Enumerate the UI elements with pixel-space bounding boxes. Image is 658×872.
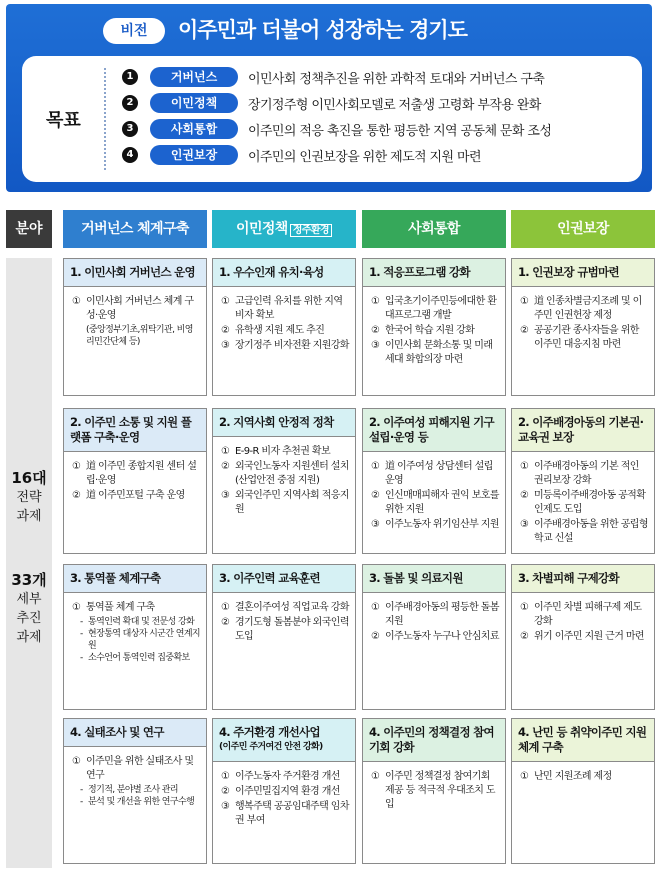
task-item: [221, 445, 349, 459]
task-card-immigration-policy-1: [212, 258, 356, 396]
task-item-number: ②: [371, 631, 380, 642]
task-item: [371, 770, 499, 812]
goal-text: 장기정주형 이민사회모델로 저출생 고령화 부작용 완화: [248, 97, 541, 113]
vision-title: 이주민과 더불어 성장하는 경기도: [178, 18, 467, 42]
field-header-label: 인권보장: [557, 221, 609, 237]
task-item-number: ③: [221, 490, 230, 501]
task-item: [520, 630, 648, 644]
task-card-governance-1: [63, 258, 207, 396]
task-item-text: 이민사회 거버넌스 체계 구성·운영: [86, 296, 194, 321]
task-card-body: [213, 762, 355, 833]
task-item-text: 인신매매피해자 권익 보호를 위한 지원: [385, 490, 499, 515]
task-subitem-text: 정기적, 분야별 조사 관리: [88, 785, 178, 795]
task-card-title-text: 2. 이주여성 피해지원 기구 설립·운영 등: [369, 415, 494, 444]
task-item: [72, 489, 200, 503]
task-item: [371, 601, 499, 629]
task-item-text: 道 인종차별금지조례 및 이주민 인권헌장 제정: [534, 296, 642, 321]
task-card-body: [64, 287, 206, 352]
task-card-title-text: 1. 적응프로그램 강화: [369, 265, 470, 279]
task-item: [221, 770, 349, 784]
task-item-text: E-9-R 비자 추천권 확보: [235, 446, 331, 457]
task-item: [72, 295, 200, 323]
task-item-number: ②: [520, 490, 529, 501]
task-item: [371, 630, 499, 644]
task-item-note: (중앙정부기초,위탁기관, 비영리민간단체 등): [86, 325, 193, 347]
task-item-text: 한국어 학습 지원 강화: [385, 325, 475, 336]
task-item: [221, 785, 349, 799]
task-item-number: ①: [520, 296, 529, 307]
task-item: [371, 518, 499, 532]
task-card-governance-4: [63, 718, 207, 864]
field-header-human-rights: [511, 210, 655, 248]
task-item-number: ①: [371, 461, 380, 472]
field-header-sublabel: 정주환경: [290, 224, 332, 237]
task-item-number: ①: [520, 461, 529, 472]
task-item-text: 유학생 지원 제도 추진: [235, 325, 325, 336]
task-item: [520, 518, 648, 546]
task-card-title-text: 2. 이주민 소통 및 지원 플랫폼 구축·운영: [70, 415, 192, 444]
goal-row-governance: [122, 66, 544, 88]
field-header-label: 사회통합: [408, 221, 460, 237]
task-item-text: 이주민을 위한 실태조사 및 연구: [86, 756, 194, 781]
task-item: [520, 324, 648, 352]
task-item: [371, 339, 499, 367]
task-card-title-text: 1. 인권보장 규범마련: [518, 265, 619, 279]
task-card-title-text: 2. 지역사회 안정적 정착: [219, 415, 334, 429]
task-item-text: 입국초기이주민등에대한 환대프로그램 개발: [385, 296, 497, 321]
task-item-number: ①: [221, 771, 230, 782]
goal-row-social-integration: [122, 118, 551, 140]
task-item-text: 외국인주민 지역사회 적응지원: [235, 490, 349, 515]
task-card-title-text: 1. 이민사회 거버넌스 운영: [70, 265, 195, 279]
task-item: [371, 324, 499, 338]
task-item-text: 이주배경아동의 평등한 돌봄 지원: [385, 602, 499, 627]
field-header-immigration-policy: [212, 210, 356, 248]
task-item-number: ①: [221, 296, 230, 307]
goal-pill: 이민정책: [150, 93, 238, 113]
task-item-text: 장기정주 비자전환 지원강화: [235, 340, 349, 351]
task-card-human-rights-1: [511, 258, 655, 396]
task-card-body: [512, 593, 654, 649]
goal-row-human-rights: [122, 144, 481, 166]
task-card-body: [512, 287, 654, 357]
task-card-title: [64, 565, 206, 593]
task-card-human-rights-4: [511, 718, 655, 864]
task-item-number: ②: [520, 325, 529, 336]
task-card-social-integration-3: [362, 564, 506, 710]
task-card-title: [363, 719, 505, 762]
task-card-title: [213, 259, 355, 287]
task-item-number: ①: [371, 602, 380, 613]
task-item-number: ②: [72, 490, 81, 501]
task-item-number: ③: [371, 519, 380, 530]
task-card-body: [363, 762, 505, 817]
task-item-number: ①: [72, 296, 81, 307]
task-item: [221, 295, 349, 323]
task-card-title: [512, 565, 654, 593]
field-header-social-integration: [362, 210, 506, 248]
task-item-number: ②: [221, 617, 230, 628]
dash-bullet: -: [80, 617, 83, 627]
task-subitem-text: 소수언어 통역인력 집중확보: [88, 653, 190, 663]
task-card-title: [213, 409, 355, 437]
strategy-label-2: 과제: [16, 509, 42, 524]
goals-label: 목표: [46, 110, 81, 131]
task-item-text: 이주노동자 위기임산부 지원: [385, 519, 499, 530]
task-card-human-rights-3: [511, 564, 655, 710]
task-item: [221, 800, 349, 828]
summary-column: [6, 258, 52, 868]
task-subitem-text: 통역인력 확대 및 전문성 강화: [88, 617, 195, 627]
strategy-label-1: 전략: [16, 490, 42, 505]
task-item-text: 공공기관 종사자들을 위한 이주민 대응지침 마련: [534, 325, 639, 350]
task-item-number: ②: [221, 786, 230, 797]
task-item: [72, 755, 200, 783]
task-subitem: [72, 784, 200, 796]
task-card-title-text: 4. 주거환경 개선사업: [219, 725, 320, 739]
task-card-immigration-policy-4: [212, 718, 356, 864]
task-item-text: 道 이주민포털 구축 운영: [86, 490, 185, 501]
task-item: [520, 460, 648, 488]
task-card-body: [512, 452, 654, 551]
task-item: [221, 324, 349, 338]
task-card-body: [213, 593, 355, 649]
task-item: [72, 601, 200, 615]
detail-count: 33개: [11, 571, 47, 589]
task-item-text: 경기도형 돌봄분야 외국인력 도입: [235, 617, 349, 642]
task-item: [221, 616, 349, 644]
task-item-number: ①: [72, 602, 81, 613]
goal-number: 4: [122, 147, 138, 163]
task-subitem-text: 분석 및 개선을 위한 연구수행: [88, 797, 195, 807]
task-item-number: ②: [221, 325, 230, 336]
task-item-text: 道 이주여성 상담센터 설립 운영: [385, 461, 493, 486]
task-card-governance-3: [63, 564, 207, 710]
task-card-title: [512, 259, 654, 287]
task-card-title-text: 1. 우수인재 유치·육성: [219, 265, 324, 279]
task-card-body: [64, 593, 206, 668]
task-card-body: [64, 747, 206, 812]
dash-bullet: -: [80, 653, 83, 663]
goal-text: 이민사회 정책추진을 위한 과학적 토대와 거버넌스 구축: [248, 71, 545, 87]
task-card-title: [64, 259, 206, 287]
task-item-text: 道 이주민 종합지원 센터 설립·운영: [86, 461, 197, 486]
task-item-number: ③: [520, 519, 529, 530]
task-item: [520, 295, 648, 323]
task-item-text: 위기 이주민 지원 근거 마련: [534, 631, 644, 642]
task-item-number: ①: [371, 771, 380, 782]
task-item: [371, 295, 499, 323]
task-item-text: 이주배경아동의 기본 적인 권리보장 강화: [534, 461, 639, 486]
task-card-body: [363, 593, 505, 649]
task-item: [371, 460, 499, 488]
task-card-body: [363, 452, 505, 537]
goal-pill: 사회통합: [150, 119, 238, 139]
field-header-governance: [63, 210, 207, 248]
task-item-text: 이주배경아동을 위한 공립형학교 신설: [534, 519, 648, 544]
task-card-governance-2: [63, 408, 207, 554]
task-card-title-text: 2. 이주배경아동의 기본권·교육권 보장: [518, 415, 644, 444]
task-item: [520, 489, 648, 517]
detail-label-2: 추진: [16, 611, 42, 626]
task-item-number: ②: [221, 461, 230, 472]
task-card-immigration-policy-2: [212, 408, 356, 554]
task-item-text: 난민 지원조례 제정: [534, 771, 612, 782]
task-card-body: [512, 762, 654, 789]
task-item: [221, 489, 349, 517]
goals-divider: [104, 68, 106, 170]
task-card-title: [213, 565, 355, 593]
task-card-title-text: 4. 난민 등 취약이주민 지원체계 구축: [518, 725, 647, 754]
task-card-title: [213, 719, 355, 762]
task-card-immigration-policy-3: [212, 564, 356, 710]
task-item: [520, 770, 648, 784]
task-item-number: ②: [371, 490, 380, 501]
task-item-text: 이민사회 문화소통 및 미래세대 화합의장 마련: [385, 340, 493, 365]
task-item-number: ②: [520, 631, 529, 642]
goals-box: [22, 56, 642, 182]
task-card-title-text: 3. 차별피해 구제강화: [518, 571, 619, 585]
task-card-body: [213, 287, 355, 358]
field-header-label: 거버넌스 체계구축: [81, 221, 189, 237]
goal-row-immigration-policy: [122, 92, 541, 114]
task-subitem: [72, 652, 200, 664]
task-subitem: [72, 796, 200, 808]
dash-bullet: -: [80, 797, 83, 807]
goal-pill: 거버넌스: [150, 67, 238, 87]
task-card-title-text: 4. 이주민의 정책결정 참여 기회 강화: [369, 725, 494, 754]
task-card-human-rights-2: [511, 408, 655, 554]
task-item-number: ②: [371, 325, 380, 336]
task-item-number: ①: [520, 602, 529, 613]
task-card-title: [512, 719, 654, 762]
dash-bullet: -: [80, 785, 83, 795]
task-card-title: [363, 409, 505, 452]
task-item-text: 통역풀 체계 구축: [86, 602, 155, 613]
field-header-label: 이민정책: [236, 221, 288, 237]
task-subitem-text: 현장통역 대상자 시군간 연계지원: [88, 629, 201, 651]
task-item: [221, 339, 349, 353]
task-card-social-integration-1: [362, 258, 506, 396]
task-card-title: [64, 409, 206, 452]
vision-badge: 비전: [103, 18, 165, 44]
dash-bullet: -: [80, 629, 83, 639]
task-item: [221, 601, 349, 615]
task-item-number: ③: [371, 340, 380, 351]
task-item-text: 이주민 차별 피해구제 제도 강화: [534, 602, 642, 627]
task-card-social-integration-4: [362, 718, 506, 864]
task-item-text: 행복주택 공공임대주택 임차권 부여: [235, 801, 349, 826]
task-item-text: 이주노동자 누구나 안심치료: [385, 631, 499, 642]
task-item-number: ③: [221, 340, 230, 351]
task-card-title: [512, 409, 654, 452]
task-item-number: ①: [72, 756, 81, 767]
task-item: [72, 460, 200, 488]
strategy-count: 16대: [11, 469, 47, 487]
goal-pill: 인권보장: [150, 145, 238, 165]
task-item-number: ①: [520, 771, 529, 782]
task-item-number: ①: [221, 446, 230, 457]
task-subitem: [72, 616, 200, 628]
task-item: [221, 460, 349, 488]
task-card-title-sub: (이주민 주거여건 안전 강화): [219, 742, 323, 752]
task-item: [371, 489, 499, 517]
task-card-title-text: 3. 돌봄 및 의료지원: [369, 571, 463, 585]
task-subitem: [72, 628, 200, 652]
detail-label-1: 세부: [16, 592, 42, 607]
task-item-text: 미등록이주배경아동 공적확인제도 도입: [534, 490, 646, 515]
task-card-body: [363, 287, 505, 372]
field-label: 분야: [6, 210, 52, 248]
task-card-title: [363, 259, 505, 287]
task-item-text: 외국인노동자 지원센터 설치(산업안전 중점 지원): [235, 461, 349, 486]
task-item-text: 이주노동자 주거환경 개선: [235, 771, 340, 782]
task-card-title-text: 4. 실태조사 및 연구: [70, 725, 164, 739]
task-card-social-integration-2: [362, 408, 506, 554]
vision-banner: [6, 4, 652, 192]
goal-number: 1: [122, 69, 138, 85]
goal-number: 2: [122, 95, 138, 111]
task-item: [520, 601, 648, 629]
task-item-text: 이주민 정책결정 참여기회 제공 등 적극적 우대조치 도입: [385, 771, 495, 810]
task-card-body: [64, 452, 206, 508]
task-card-title: [64, 719, 206, 747]
task-card-title: [363, 565, 505, 593]
task-card-title-text: 3. 통역풀 체계구축: [70, 571, 161, 585]
task-card-body: [213, 437, 355, 522]
task-item-number: ①: [371, 296, 380, 307]
task-card-title-text: 3. 이주인력 교육훈련: [219, 571, 320, 585]
goal-number: 3: [122, 121, 138, 137]
task-item-number: ③: [221, 801, 230, 812]
task-item-text: 결혼이주여성 직업교육 강화: [235, 602, 349, 613]
detail-label-3: 과제: [16, 630, 42, 645]
task-item-number: ①: [221, 602, 230, 613]
goal-text: 이주민의 인권보장을 위한 제도적 지원 마련: [248, 149, 481, 165]
task-item-number: ①: [72, 461, 81, 472]
goal-text: 이주민의 적응 촉진을 통한 평등한 지역 공동체 문화 조성: [248, 123, 552, 139]
task-item-text: 이주민밀집지역 환경 개선: [235, 786, 340, 797]
task-item-text: 고급인력 유치를 위한 지역비자 확보: [235, 296, 343, 321]
